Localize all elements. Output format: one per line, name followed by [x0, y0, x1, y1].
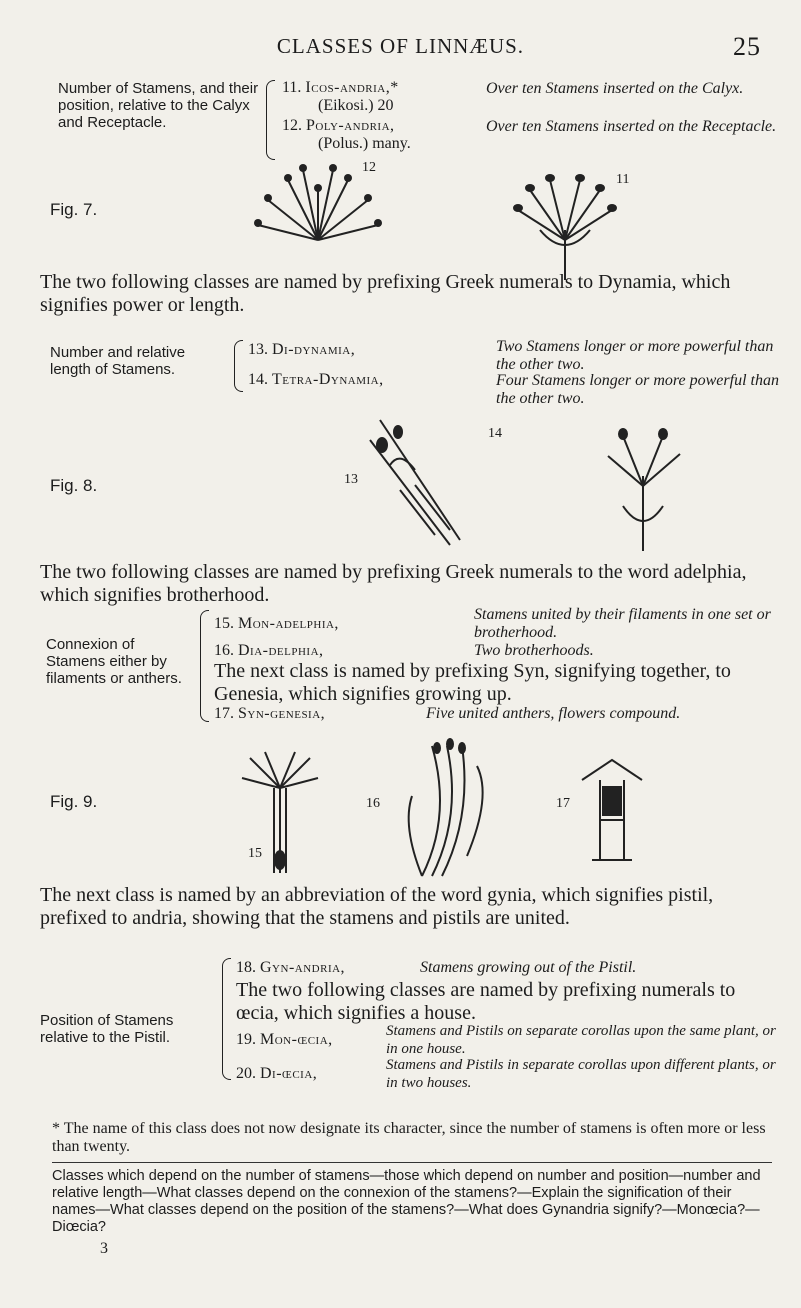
class-17-name: 17. Syn-genesia,	[214, 705, 326, 722]
section1-brace	[266, 80, 275, 160]
class-16-name: 16. Dia-delphia,	[214, 642, 324, 659]
fig7-num-12: 12	[362, 160, 376, 175]
class-16-desc: Two brotherhoods.	[474, 642, 594, 659]
fig8-label: Fig. 8.	[50, 476, 98, 495]
paragraph-dynamia: The two following classes are named by prefixing Greek numerals to Dynamia, which signifies power or length.	[40, 271, 731, 316]
class-12-sub: (Polus.) many.	[318, 135, 411, 152]
fig8-num-14: 14	[488, 426, 502, 441]
fig7-flower-12-illustration	[248, 160, 388, 245]
section1-label: Number of Stamens, and their position, relative to the Calyx and Receptacle.	[58, 80, 259, 131]
oecia-intro: The two following classes are named by prefixing numerals to œcia, which signifies a house.	[236, 979, 736, 1024]
class-14-desc: Four Stamens longer or more powerful than the other two.	[496, 372, 779, 407]
footnote-rule	[52, 1162, 772, 1163]
section4-brace	[222, 958, 231, 1080]
fig8-flower-13-illustration	[360, 410, 470, 550]
fig9-num-16: 16	[366, 796, 380, 811]
section4-label: Position of Stamens relative to the Pistil.	[40, 1012, 174, 1046]
class-19-name: 19. Mon-œcia,	[236, 1031, 333, 1048]
fig7-num-11: 11	[616, 172, 630, 187]
class-11-sub: (Eikosi.) 20	[318, 97, 394, 114]
syngenesia-intro: The next class is named by prefixing Syn, signifying together, to Genesia, which signifies growing up.	[214, 660, 731, 705]
signature-mark: 3	[100, 1240, 108, 1257]
fig8-flower-14-illustration	[598, 426, 688, 556]
paragraph-adelphia: The two following classes are named by prefixing Greek numerals to the word adelphia, which signifies brotherhood.	[40, 561, 747, 606]
fig7-flower-11-illustration	[510, 170, 620, 285]
page-number: 25	[733, 32, 761, 61]
fig8-num-13: 13	[344, 472, 358, 487]
review-questions: Classes which depend on the number of stamens—those which depend on number and position—number and relative length—What classes depend on the connexion of the stamens?—Explain the signification of their names—What classes depend on the position of the stamens?—What does Gynandria signify?—Monœcia?—Diœcia?	[52, 1168, 761, 1235]
class-18-desc: Stamens growing out of the Pistil.	[420, 959, 637, 976]
class-18-name: 18. Gyn-andria,	[236, 959, 346, 976]
section2-label: Number and relative length of Stamens.	[50, 344, 186, 378]
class-20-desc: Stamens and Pistils in separate corollas upon different plants, or in two houses.	[386, 1057, 776, 1091]
class-15-desc: Stamens united by their filaments in one set or brotherhood.	[474, 606, 771, 641]
fig9-flower-16-illustration	[392, 736, 502, 884]
class-15-name: 15. Mon-adelphia,	[214, 615, 339, 632]
class-19-desc: Stamens and Pistils on separate corollas upon the same plant, or in one house.	[386, 1023, 776, 1057]
fig9-flower-17-illustration	[572, 750, 652, 868]
running-title: CLASSES OF LINNÆUS.	[276, 34, 525, 58]
class-11-desc: Over ten Stamens inserted on the Calyx.	[486, 80, 744, 97]
class-13-name: 13. Di-dynamia,	[248, 341, 356, 358]
fig9-label: Fig. 9.	[50, 792, 98, 811]
section2-brace	[234, 340, 243, 392]
class-12-desc: Over ten Stamens inserted on the Receptacle.	[486, 118, 777, 135]
section3-label: Connexion of Stamens either by filaments or anthers.	[46, 636, 182, 687]
class-14-name: 14. Tetra-Dynamia,	[248, 371, 384, 388]
class-20-name: 20. Di-œcia,	[236, 1065, 318, 1082]
class-13-desc: Two Stamens longer or more powerful than the other two.	[496, 338, 774, 373]
class-11-name: 11. Icos-andria,*	[282, 79, 399, 96]
fig9-num-15: 15	[248, 846, 262, 861]
class-12-name: 12. Poly-andria,	[282, 117, 395, 134]
paragraph-gynia: The next class is named by an abbreviation of the word gynia, which signifies pistil, prefixed to andria, showing that the stamens and pistils are united.	[40, 884, 714, 929]
fig9-num-17: 17	[556, 796, 570, 811]
page-header	[0, 34, 801, 59]
fig7-label: Fig. 7.	[50, 200, 98, 219]
footnote: * The name of this class does not now designate its character, since the number of stamens is often more or less than twenty.	[52, 1120, 766, 1155]
fig9-flower-15-illustration	[240, 748, 320, 876]
section3-brace	[200, 610, 209, 722]
class-17-desc: Five united anthers, flowers compound.	[426, 705, 681, 722]
